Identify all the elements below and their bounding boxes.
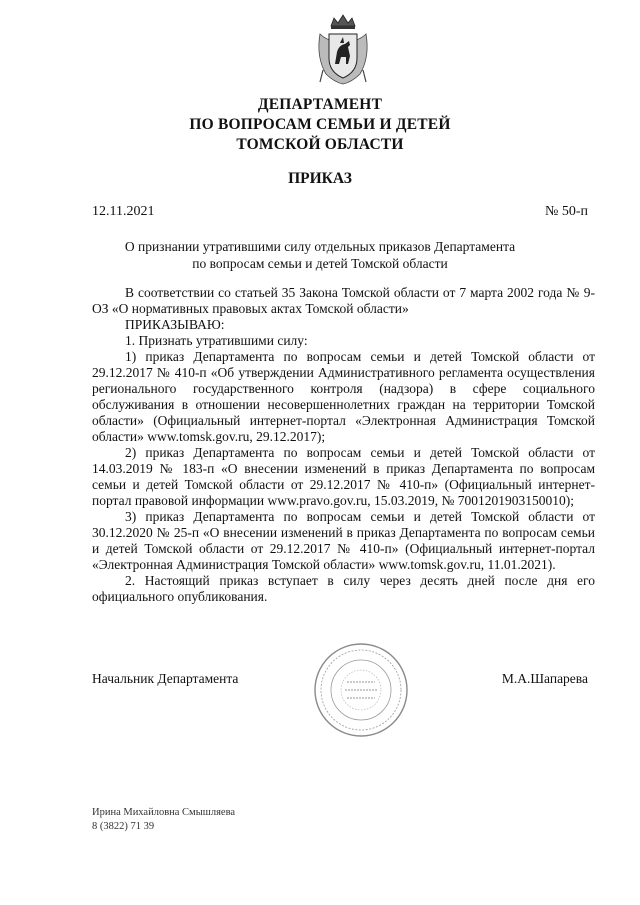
document-number: № 50-п bbox=[544, 204, 588, 219]
contact-info bbox=[92, 806, 235, 834]
order-word: ПРИКАЗЫВАЮ: bbox=[125, 317, 225, 332]
header-line-1: ДЕПАРТАМЕНТ bbox=[257, 96, 383, 113]
subitem-3-paragraph: 3) приказ Департамента по вопросам семьи и детей Томской области от 30.12.2020 № 25-п «О внесении изменений в приказ Департамента по вопросам семьи и детей Томской области от 29.12.2017 № 410-п» (Официальный интернет-портал «Электронная Администрация Томской области» www.tomsk.gov.ru, 11.01.2021). bbox=[92, 509, 595, 572]
department-header bbox=[0, 95, 640, 155]
signature-name: М.А.Шапарева bbox=[501, 671, 588, 686]
contact-name: Ирина Михайловна Смышляева bbox=[92, 807, 236, 818]
document-title: ПРИКАЗ bbox=[288, 170, 352, 187]
document-date: 12.11.2021 bbox=[92, 204, 155, 219]
document-subject bbox=[0, 238, 640, 272]
subject-line-2: по вопросам семьи и детей Томской области bbox=[192, 256, 448, 271]
subject-line-1: О признании утратившими силу отдельных приказов Департамента bbox=[124, 239, 516, 254]
subitem-1-paragraph: 1) приказ Департамента по вопросам семьи и детей Томской области от 29.12.2017 № 410-п «Об утверждении Административного регламента осуществления регионального государственного контроля (надзора) в сфере социального обслуживания в отношении несовершеннолетних граждан на территории Томской области» (Официальный интернет-портал «Электронная Администрация Томской области» www.tomsk.gov.ru, 29.12.2017); bbox=[92, 349, 595, 444]
signature-position: Начальник Департамента bbox=[92, 671, 239, 686]
contact-phone: 8 (3822) 71 39 bbox=[92, 821, 155, 832]
subitem-2-paragraph: 2) приказ Департамента по вопросам семьи и детей Томской области от 14.03.2019 № 183-п «О внесении изменений в приказ Департамента по вопросам семьи и детей Томской области от 29.12.2017 № 410-п» (Официальный интернет-портал правовой информации www.pravo.gov.ru, 15.03.2019, № 7001201903150010); bbox=[92, 445, 595, 508]
item-1-paragraph: 1. Признать утратившими силу: bbox=[125, 333, 308, 348]
header-line-3: ТОМСКОЙ ОБЛАСТИ bbox=[236, 136, 404, 153]
preamble-paragraph: В соответствии со статьей 35 Закона Томской области от 7 марта 2002 года № 9-ОЗ «О нормативных правовых актах Томской области» bbox=[92, 285, 595, 316]
item-2-paragraph: 2. Настоящий приказ вступает в силу через десять дней после дня его официального опубликования. bbox=[92, 573, 595, 604]
document-body bbox=[92, 285, 595, 605]
coat-of-arms-emblem bbox=[314, 12, 372, 86]
header-line-2: ПО ВОПРОСАМ СЕМЬИ И ДЕТЕЙ bbox=[189, 116, 451, 133]
official-stamp bbox=[313, 642, 409, 738]
